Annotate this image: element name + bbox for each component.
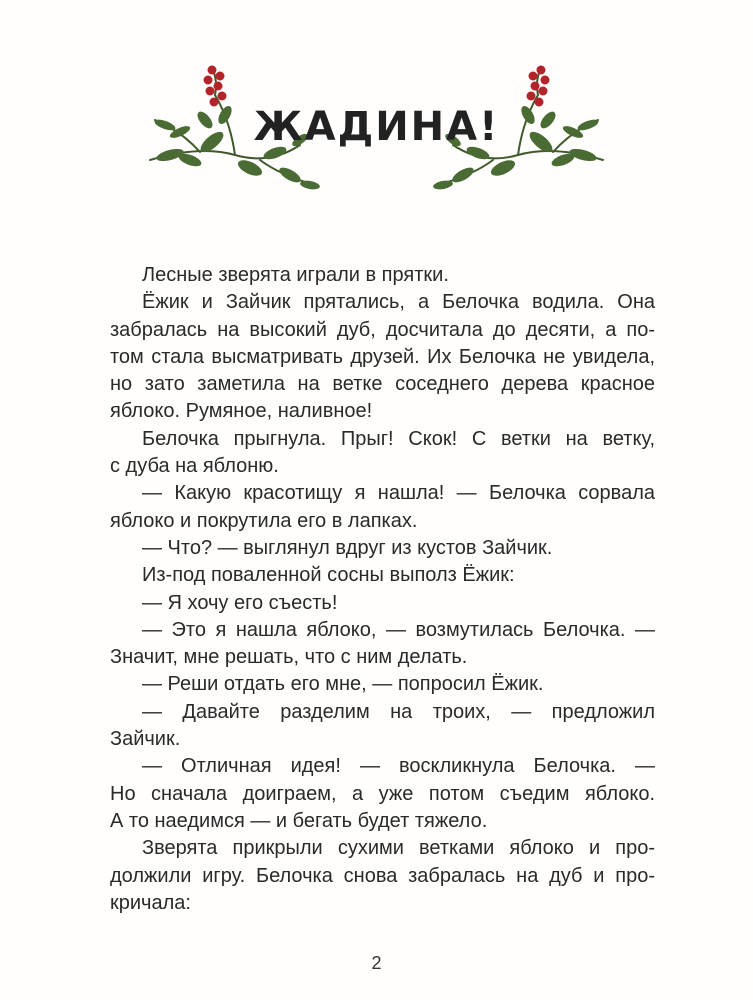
text-line: кричала: (110, 891, 191, 914)
text-line: с дуба на яблоню. (110, 455, 279, 478)
text-line: Ёжик и Зайчик прятались, а Белочка водила. Она (142, 291, 655, 314)
text-line: — Отличная идея! — воскликнула Белочка. — (142, 755, 655, 778)
text-line: А то наедимся — и бегать будет тяжело. (110, 809, 488, 832)
text-line: — Давайте разделим на троих, — предложил (142, 700, 655, 723)
text-line: Из-под поваленной сосны выполз Ёжик: (142, 564, 515, 587)
text-line: Значит, мне решать, что с ним делать. (110, 646, 468, 669)
text-line: — Я хочу его съесть! (142, 591, 338, 614)
text-line: но зато заметила на ветке соседнего дерева красное (110, 373, 655, 396)
text-line: Зверята прикрыли сухими ветками яблоко и про- (142, 837, 655, 860)
text-line: яблоко и покрутила его в лапках. (110, 509, 418, 532)
page-title: ЖАДИНА! (253, 104, 500, 150)
text-line: Но сначала доиграем, а уже потом съедим яблоко. (110, 782, 655, 805)
title-block (0, 60, 753, 210)
text-line: Лесные зверята играли в прятки. (142, 264, 449, 286)
page-number: 2 (371, 953, 382, 973)
text-line: Белочка прыгнула. Прыг! Скок! С ветки на ветку, (142, 427, 655, 450)
text-line: — Реши отдать его мне, — попросил Ёжик. (142, 673, 544, 696)
text-line: Зайчик. (110, 728, 181, 751)
text-line: — Это я нашла яблоко, — возмутилась Белочка. — (142, 618, 655, 641)
story-text (110, 262, 655, 917)
text-line: забралась на высокий дуб, досчитала до десяти, а по- (110, 318, 655, 341)
text-line: том стала высматривать друзей. Их Белочка не увидела, (110, 345, 655, 368)
text-line: — Какую красотищу я нашла! — Белочка сорвала (142, 482, 655, 505)
text-line: яблоко. Румяное, наливное! (110, 400, 373, 423)
text-line: должили игру. Белочка снова забралась на дуб и про- (110, 864, 655, 887)
text-line: — Что? — выглянул вдруг из кустов Зайчик. (142, 536, 553, 559)
